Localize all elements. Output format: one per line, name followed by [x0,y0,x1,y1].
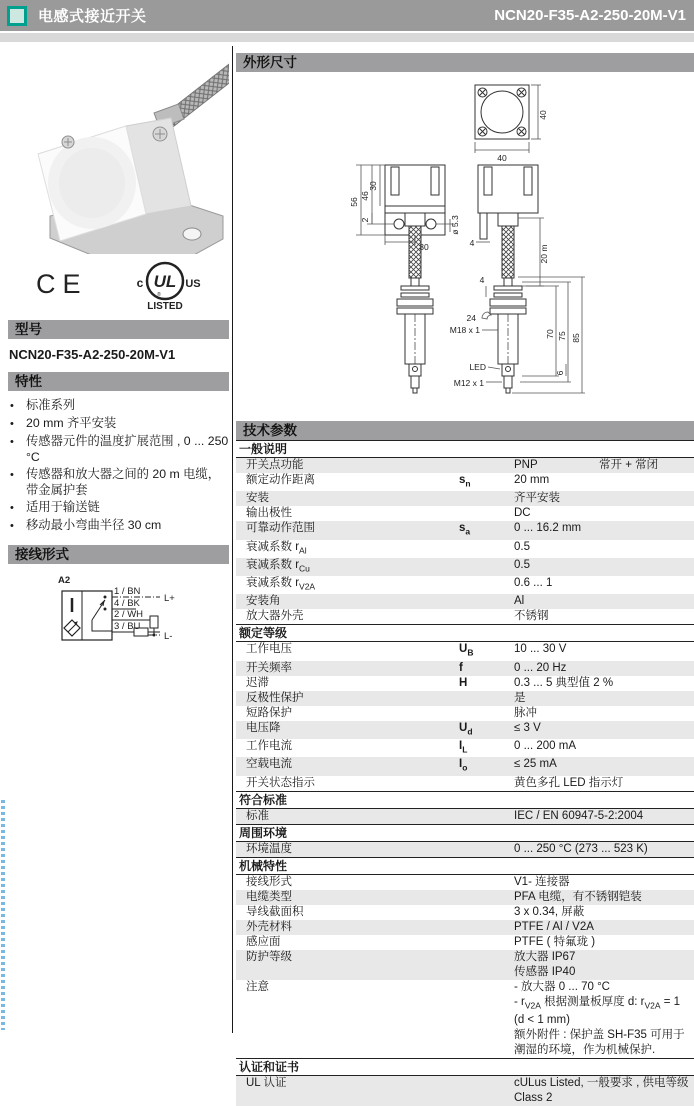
spec-symbol [459,676,514,691]
dim-6: 6 [555,370,565,376]
spec-value-line [514,965,690,980]
spec-value-sub: V2A [524,999,541,1010]
spec-value [514,676,694,691]
feature-text: 传感器元件的温度扩展范围 , 0 ... 250 °C [26,434,229,464]
spec-label-text: 开关状态指示 [246,776,315,789]
spec-value [514,576,694,591]
spec-value [514,739,694,754]
spec-row [236,980,694,1058]
spec-label-text: 导线截面积 [246,905,304,918]
spec-value-text: 不锈钢 [514,610,549,623]
spec-value [514,809,694,824]
header-substrip [0,33,694,42]
spec-label-text: 工作电压 [246,643,292,656]
feature-item [10,466,229,498]
spec-label [246,776,459,791]
spec-label [246,721,459,736]
spec-label-text: 开关点功能 [246,459,304,471]
spec-label-text: 感应面 [246,935,281,948]
spec-value-text: 0 ... 16.2 mm [514,522,582,535]
right-column [236,46,694,1106]
spec-label-text: 防护等级 [246,950,292,963]
spec-value [514,558,694,573]
spec-value [514,506,694,521]
dim-led-label: LED [469,362,486,372]
spec-label-text: 安装角 [246,595,281,608]
bullet-icon [10,415,26,432]
dim-cable-20m: 20 m [539,244,549,264]
spec-value-text: 放大器 IP67 [514,950,576,963]
spec-value [514,776,694,791]
spec-symbol [459,721,514,739]
spec-value [514,950,694,980]
spec-label-text: 接线形式 [246,875,292,888]
spec-value-text: 3 x 0.34, 屏蔽 [514,905,585,918]
spec-value-text: 额外附件 : 保护盖 SH-F35 可用于潮湿的环境，作为机械保护. [514,1028,685,1056]
spec-symbol-text: f [459,661,463,674]
spec-label [246,739,459,754]
spec-value-text: 黄色多孔 LED 指示灯 [514,776,624,789]
spec-section-header: 额定等级 [236,624,694,642]
spec-row [236,473,694,491]
spec-label [246,676,459,691]
spec-label-text: 衰减系数 r [246,558,300,571]
pin-label-wh: 2 / WH [114,609,144,620]
spec-row [236,739,694,757]
spec-value-text: 脉冲 [514,706,537,719]
spec-value-text: PTFE ( 特氟珑 ) [514,935,596,948]
spec-value [514,920,694,935]
spec-row [236,491,694,506]
spec-row [236,676,694,691]
spec-label-sub: V2A [299,581,316,592]
spec-value-text: 齐平安装 [514,492,560,505]
spec-value [514,661,694,676]
spec-value [514,935,694,950]
spec-value-text: - 放大器 0 ... 70 °C [514,980,610,993]
dim-dia-5-3: ø 5.3 [450,215,460,235]
spec-row [236,642,694,660]
spec-label [246,642,459,657]
product-photo-drawing [8,46,229,254]
spec-value-line [514,995,690,1028]
spec-value-text: V1- 连接器 [514,875,570,888]
spec-value-text: 是 [514,691,526,704]
spec-row [236,842,694,857]
spec-label-text: 注意 [246,980,269,993]
spec-value-line [514,950,690,965]
spec-label [246,890,459,905]
ul-mark-us: US [184,278,201,290]
spec-value [514,875,694,890]
spec-row [236,558,694,576]
spec-value-text: 10 ... 30 V [514,643,567,656]
spec-row [236,776,694,791]
spec-value-text: 0.5 [514,558,530,571]
spec-value [514,521,694,536]
dimension-drawing [236,72,694,414]
dim-plug-m12: M12 x 1 [453,378,484,388]
spec-label-sub: Al [299,544,307,555]
tech-table [236,440,694,1106]
spec-symbol-text: I [459,740,463,753]
spec-symbol-sub: a [465,526,471,537]
pin-label-bn: 1 / BN [114,586,141,597]
spec-label [246,950,459,965]
spec-label [246,594,459,609]
spec-symbol [459,521,514,539]
spec-symbol-sub: n [465,478,471,489]
spec-section-header: 一般说明 [236,440,694,458]
feature-item [10,397,229,414]
dim-30-horiz: 30 [419,242,429,252]
spec-label-text: 安装 [246,492,269,505]
spec-value-text: - r [514,995,525,1008]
pin-label-bk: 4 / BK [114,598,140,609]
spec-row [236,576,694,594]
spec-value [514,642,694,657]
spec-label-sub: Cu [299,563,310,574]
spec-label [246,473,459,488]
section-bar-model: 型号 [8,320,229,339]
feature-item [10,499,229,516]
spec-label [246,809,459,824]
spec-row [236,920,694,935]
spec-symbol [459,757,514,775]
spec-value [514,1076,694,1106]
pin-label-bu: 3 / BU [114,621,141,632]
spec-value-text: 20 mm [514,474,550,486]
spec-label [246,905,459,920]
spec-symbol-text: U [459,643,468,656]
spec-label [246,842,459,857]
dim-40-bottom: 40 [497,153,507,163]
spec-value-text: 0.3 ... 5 典型值 2 % [514,676,614,689]
dim-2: 2 [360,217,370,223]
certification-marks [8,256,229,312]
dim-thread-m18: M18 x 1 [449,325,480,335]
dimension-drawing-area [236,72,694,414]
spec-row [236,935,694,950]
dim-24-wrench: 24 [466,313,476,323]
spec-label-text: 电缆类型 [246,890,292,903]
spec-symbol-sub: B [467,647,474,658]
spec-label-text: UL 认证 [246,1076,287,1089]
bullet-icon [10,397,26,414]
spec-symbol [459,473,514,491]
feature-text: 20 mm 齐平安装 [26,416,117,430]
bullet-icon [10,517,26,534]
spec-value [514,491,694,506]
dim-4-nut: 4 [479,275,485,285]
dim-70: 70 [545,329,555,339]
spec-label-text: 电压降 [246,721,281,734]
spec-label-text: 空载电流 [246,758,292,771]
spec-label [246,609,459,624]
product-photo [8,46,229,254]
section-bar-dimensions: 外形尺寸 [236,53,694,72]
page-header [0,0,694,31]
spec-label [246,691,459,706]
spec-symbol-text: U [459,721,468,734]
page-title: 电感式接近开关 [38,8,147,25]
wiring-diagram [8,568,229,713]
spec-symbol-sub: d [467,726,473,737]
ul-mark [110,257,220,311]
spec-label [246,576,459,594]
ul-mark-core: UL [153,272,176,291]
spec-value-text: IEC / EN 60947-5-2:2004 [514,809,644,822]
spec-value-text: 0 ... 20 Hz [514,661,567,674]
spec-label-text: 放大器外壳 [246,610,304,623]
spec-value [514,458,694,473]
spec-row [236,905,694,920]
spec-label-text: 开关频率 [246,661,292,674]
spec-label [246,875,459,890]
spec-label [246,706,459,721]
section-bar-features: 特性 [8,372,229,391]
spec-value-text: PNP [514,459,538,471]
spec-section-header: 认证和证书 [236,1058,694,1076]
spec-label-text: 标准 [246,809,269,822]
spec-label-text: 反极性保护 [246,691,304,704]
section-bar-tech: 技术参数 [236,421,694,440]
feature-text: 传感器和放大器之间的 20 m 电缆，带金属护套 [26,467,221,497]
ce-mark: CE [36,268,88,299]
spec-label-text: 外壳材料 [246,920,292,933]
vertical-date-strip [1,800,5,1030]
feature-text: 移动最小弯曲半径 30 cm [26,518,162,532]
spec-row [236,661,694,676]
spec-label [246,757,459,772]
dim-85: 85 [571,333,581,343]
spec-label [246,661,459,676]
spec-symbol-sub: L [462,744,468,755]
spec-row [236,757,694,775]
spec-value [514,706,694,721]
spec-label-text: 衰减系数 r [246,540,300,553]
spec-value-text: ≤ 25 mA [514,758,557,771]
spec-value [514,609,694,624]
dim-46: 46 [360,191,370,201]
rail-label-lminus: L- [164,631,173,642]
spec-value-text: ≤ 3 V [514,721,541,734]
spec-symbol-sub: o [462,762,468,773]
dim-40-side: 40 [538,110,548,120]
feature-text: 适用于输送链 [26,500,100,514]
header-model-number: NCN20-F35-A2-250-20M-V1 [494,7,686,24]
spec-row [236,950,694,980]
spec-value [514,540,694,555]
spec-value [514,905,694,920]
spec-section-header: 符合标准 [236,791,694,809]
spec-value [514,890,694,905]
dim-75: 75 [557,331,567,341]
spec-label [246,540,459,558]
spec-value [514,691,694,706]
spec-value-text: = 1 (d < 1 mm) [514,995,681,1026]
spec-symbol [459,661,514,676]
spec-value [514,473,694,488]
ul-mark-c: c [136,276,143,290]
spec-value-sub: V2A [644,999,661,1010]
spec-value-text: 0 ... 200 mA [514,740,577,753]
spec-row [236,540,694,558]
spec-label [246,521,459,536]
spec-row [236,890,694,905]
wiring-variant-label: A2 [58,575,71,586]
spec-label-text: 额定动作距离 [246,474,315,486]
dim-4-plate: 4 [469,238,475,248]
feature-text: 标准系列 [26,398,76,412]
spec-value-text: PFA 电缆，有不锈钢铠装 [514,890,642,903]
bullet-icon [10,433,26,465]
spec-symbol-text: H [459,676,468,689]
spec-value [514,594,694,609]
left-column [8,46,229,718]
spec-row [236,875,694,890]
spec-value [514,757,694,772]
feature-item [10,517,229,534]
spec-label-text: 可靠动作范围 [246,522,315,535]
spec-label [246,980,459,995]
spec-label-text: 衰减系数 r [246,577,300,590]
spec-symbol-text: s [459,474,466,486]
spec-row [236,721,694,739]
spec-label [246,458,459,473]
spec-row [236,1076,694,1106]
model-number: NCN20-F35-A2-250-20M-V1 [9,347,176,362]
spec-value-text: DC [514,507,531,520]
spec-value-text: 0.6 ... 1 [514,577,553,590]
brand-icon [7,6,27,26]
spec-symbol [459,642,514,660]
section-bar-connection: 接线形式 [8,545,229,564]
bullet-icon [10,466,26,498]
spec-value-text: 根据测量板厚度 d: r [540,995,645,1008]
spec-label-text: 迟滞 [246,676,269,689]
spec-value-line [514,1028,690,1058]
spec-value [514,842,694,857]
ul-mark-listed: LISTED [146,301,183,311]
spec-value-line [514,980,690,995]
spec-label-text: 环境温度 [246,842,292,855]
spec-label [246,558,459,576]
feature-item [10,433,229,465]
spec-value [514,721,694,736]
spec-symbol-text: I [459,758,463,771]
spec-value-extra: 常开 + 常闭 [599,459,659,471]
spec-row [236,506,694,521]
spec-label [246,935,459,950]
spec-value-text: 0.5 [514,540,530,553]
dim-30-vert: 30 [368,181,378,191]
rail-label-lplus: L+ [164,593,175,604]
ul-mark-r: ® [156,292,161,298]
spec-row [236,594,694,609]
spec-value-text: cULus Listed, 一般要求 , 供电等级 Class 2 [514,1076,689,1104]
spec-label [246,506,459,521]
spec-row [236,809,694,824]
spec-label [246,920,459,935]
spec-row [236,521,694,539]
spec-label [246,491,459,506]
spec-value-text: PTFE / Al / V2A [514,920,594,933]
spec-row [236,458,694,473]
spec-section-header: 机械特性 [236,857,694,875]
spec-row [236,609,694,624]
feature-item [10,415,229,432]
spec-label-text: 输出极性 [246,507,292,520]
spec-value [514,980,694,1058]
spec-value-text: 0 ... 250 °C (273 ... 523 K) [514,842,648,855]
spec-value-text: 传感器 IP40 [514,965,576,978]
spec-symbol-text: s [459,522,466,535]
spec-row [236,706,694,721]
spec-row [236,691,694,706]
features-list [8,391,229,545]
column-divider-line [232,46,233,1033]
spec-label-text: 工作电流 [246,740,292,753]
spec-label [246,1076,459,1091]
spec-label-text: 短路保护 [246,706,292,719]
spec-value-text: Al [514,595,525,608]
dim-56: 56 [349,197,359,207]
spec-section-header: 周围环境 [236,824,694,842]
spec-symbol [459,739,514,757]
bullet-icon [10,499,26,516]
